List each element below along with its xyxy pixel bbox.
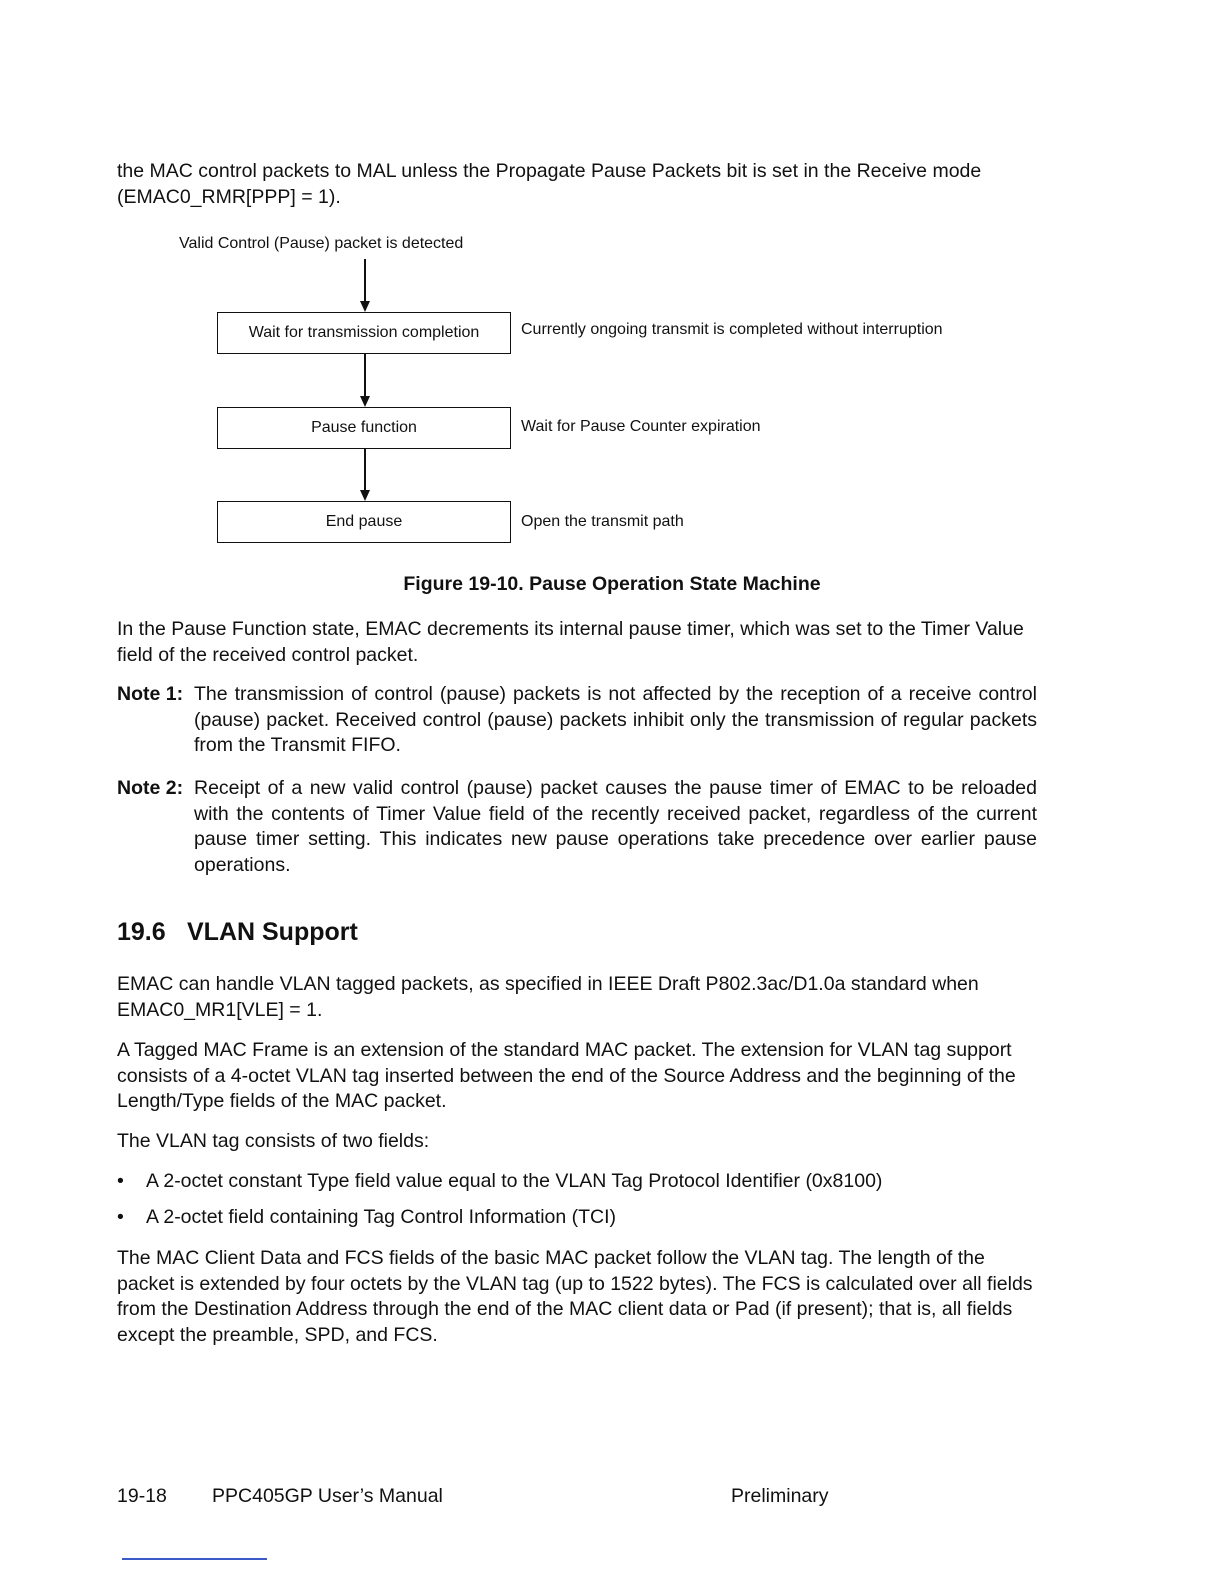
footer-status: Preliminary [731, 1485, 829, 1507]
note-text: The transmission of control (pause) packets is not affected by the reception of a receive control (pause) packet. Received control (pause) packets inhibit only the transmission of regular packets from the Transmit FIFO. [194, 683, 1037, 756]
connector-line [364, 449, 366, 491]
intro-paragraph: the MAC control packets to MAL unless the Propagate Pause Packets bit is set in the Receive mode (EMAC0_RMR[PPP] = 1). [117, 160, 982, 208]
arrow-down-icon [360, 396, 370, 407]
section-paragraph: A Tagged MAC Frame is an extension of the standard MAC packet. The extension for VLAN tag support consists of a 4-octet VLAN tag inserted between the end of the Source Address and the beginning of the Length/Type fields of the MAC packet. [117, 1039, 1016, 1112]
list-item [117, 1206, 616, 1229]
note-label: Note 2: [117, 777, 184, 799]
section-number: 19.6 [117, 918, 166, 946]
diagram-start-label: Valid Control (Pause) packet is detected [179, 235, 464, 252]
note-text: Receipt of a new valid control (pause) packet causes the pause timer of EMAC to be reloaded with the contents of Timer Value field of the recently received packet, regardless of the current pause timer setting. This indicates new pause operations take precedence over earlier pause operations. [194, 777, 1037, 876]
list-item [117, 1170, 882, 1193]
state-wait-transmission: Wait for transmission completion [217, 312, 511, 354]
note-2 [117, 776, 1037, 878]
state-wait-transmission-description: Currently ongoing transmit is completed without interruption [521, 321, 943, 338]
section-title: VLAN Support [187, 918, 358, 946]
note-1 [117, 682, 1037, 759]
state-end-pause-description: Open the transmit path [521, 513, 684, 530]
connector-line [364, 354, 366, 397]
pause-paragraph: In the Pause Function state, EMAC decrements its internal pause timer, which was set to the Timer Value field of the received control packet. [117, 618, 1024, 666]
state-pause-function-description: Wait for Pause Counter expiration [521, 418, 761, 435]
footer-manual-title: PPC405GP User’s Manual [212, 1485, 443, 1507]
arrow-down-icon [360, 301, 370, 312]
note-label: Note 1: [117, 683, 184, 705]
bullet-icon: • [117, 1170, 124, 1192]
list-item-text: A 2-octet field containing Tag Control Information (TCI) [146, 1206, 617, 1228]
figure-caption: Figure 19-10. Pause Operation State Machine [403, 573, 821, 595]
closing-paragraph: The MAC Client Data and FCS fields of the basic MAC packet follow the VLAN tag. The length of the packet is extended by four octets by the VLAN tag (up to 1522 bytes). The FCS is calculated over all fields from the Destination Address through the end of the MAC client data or Pad (if present); that is, all fields except the preamble, SPD, and FCS. [117, 1247, 1033, 1346]
list-item-text: A 2-octet constant Type field value equal to the VLAN Tag Protocol Identifier (0x8100) [146, 1170, 883, 1192]
bullet-icon: • [117, 1206, 124, 1228]
footer-page-number: 19-18 [117, 1485, 167, 1507]
state-pause-function: Pause function [217, 407, 511, 449]
section-paragraph: The VLAN tag consists of two fields: [117, 1130, 430, 1152]
footer-rule [122, 1558, 267, 1560]
section-heading [117, 918, 358, 947]
connector-line [364, 259, 366, 302]
section-paragraph: EMAC can handle VLAN tagged packets, as specified in IEEE Draft P802.3ac/D1.0a standard when EMAC0_MR1[VLE] = 1. [117, 973, 979, 1021]
state-end-pause: End pause [217, 501, 511, 543]
arrow-down-icon [360, 490, 370, 501]
